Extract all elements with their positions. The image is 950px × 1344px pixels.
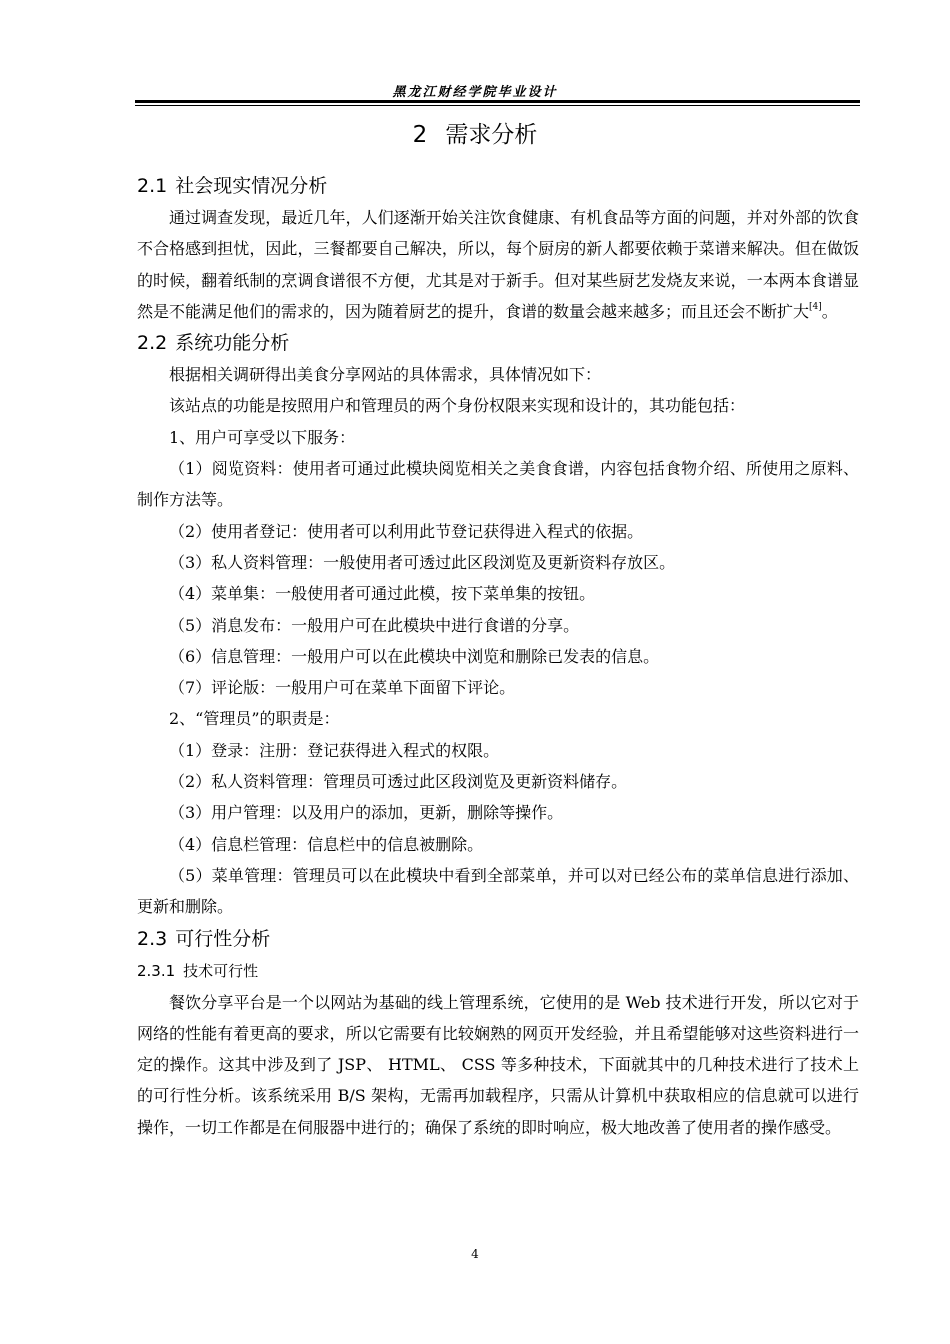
paragraph-admin-duties: 2、“管理员”的职责是： <box>169 709 340 729</box>
paragraph-text: 通过调查发现，最近几年，人们逐渐开始关注饮食健康、有机食品等方面的问题，并对外部的饮食不合格感到担忧，因此，三餐都要自己解决，所以，每个厨房的新人都要依赖于菜谱来解决。但在做饭的时候，翻着纸制的烹调食谱很不方便，尤其是对于新手。但对某些厨艺发烧友来说，一本两本食谱显然是不能满足他们的需求的，因为随着厨艺的提升，食谱的数量会越来越多；而且还会不断扩大 <box>137 208 859 321</box>
list-item-user-6: （6）信息管理：一般用户可以在此模块中浏览和删除已发表的信息。 <box>169 646 660 666</box>
list-item-admin-2: （2）私人资料管理：管理员可透过此区段浏览及更新资料储存。 <box>169 772 628 792</box>
list-item-user-4: （4）菜单集：一般使用者可通过此模，按下菜单集的按钮。 <box>169 584 596 604</box>
section-title: 系统功能分析 <box>175 332 290 355</box>
list-item-user-1: （1）阅览资料：使用者可通过此模块阅览相关之美食食谱，内容包括食物介绍、所使用之原料、制作方法等。 <box>137 459 859 510</box>
section-heading-2-2 <box>137 327 859 359</box>
list-item-user-7: （7）评论版：一般用户可在菜单下面留下评论。 <box>169 678 516 698</box>
page-body <box>137 170 859 1143</box>
header-rule-thin <box>135 105 860 106</box>
page-number: 4 <box>471 1247 479 1261</box>
subsection-title: 技术可行性 <box>183 961 259 980</box>
list-item-user-3: （3）私人资料管理：一般使用者可透过此区段浏览及更新资料存放区。 <box>169 552 676 572</box>
section-number: 2.2 <box>137 332 168 355</box>
section-number: 2.3 <box>137 927 168 950</box>
subsection-heading-2-3-1 <box>137 955 859 987</box>
chapter-title-text: 需求分析 <box>445 122 538 148</box>
list-item-user-2: （2）使用者登记：使用者可以利用此节登记获得进入程式的依据。 <box>169 521 644 541</box>
list-item-user-5: （5）消息发布：一般用户可在此模块中进行食谱的分享。 <box>169 615 580 635</box>
section-number: 2.1 <box>137 175 168 197</box>
section-title: 可行性分析 <box>175 927 271 950</box>
list-item-admin-1: （1）登录：注册：登记获得进入程式的权限。 <box>169 740 500 760</box>
chapter-title <box>0 116 950 149</box>
header-rule-thick <box>135 100 860 103</box>
paragraph-functions-intro: 该站点的功能是按照用户和管理员的两个身份权限来实现和设计的，其功能包括： <box>169 396 746 416</box>
citation-ref: [4] <box>809 301 822 312</box>
paragraph-requirements-intro: 根据相关调研得出美食分享网站的具体需求，具体情况如下： <box>169 365 602 385</box>
paragraph-technical-feasibility: 餐饮分享平台是一个以网站为基础的线上管理系统，它使用的是 Web 技术进行开发，所以它对于网络的性能有着更高的要求，所以它需要有比较娴熟的网页开发经验，并且希望能够对这些资料进行一定的操作。这其中涉及到了 JSP、 HTML、 CSS 等多种技术，下面就其中的几种技术进行了技术上的可行性分析。该系统采用 B/S 架构，无需再加载程序，只需从计算机中获取相应的信息就可以进行操作，一切工作都是在伺服器中进行的；确保了系统的即时响应，极大地改善了使用者的操作感受。 <box>137 992 859 1137</box>
paragraph-end: 。 <box>821 301 838 321</box>
list-item-admin-5: （5）菜单管理：管理员可以在此模块中看到全部菜单，并可以对已经公布的菜单信息进行添加、更新和删除。 <box>137 865 859 917</box>
section-heading-2-1 <box>137 170 859 202</box>
paragraph-social-analysis <box>137 202 859 327</box>
section-title: 社会现实情况分析 <box>175 175 328 197</box>
paragraph-user-services: 1、用户可享受以下服务： <box>169 427 356 447</box>
header-title: 黑龙江财经学院毕业设计 <box>392 85 558 100</box>
chapter-number: 2 <box>412 122 428 148</box>
list-item-admin-4: （4）信息栏管理：信息栏中的信息被删除。 <box>169 834 484 854</box>
list-item-admin-3: （3）用户管理：以及用户的添加，更新，删除等操作。 <box>169 803 564 823</box>
section-heading-2-3 <box>137 923 859 955</box>
subsection-number: 2.3.1 <box>137 961 176 980</box>
